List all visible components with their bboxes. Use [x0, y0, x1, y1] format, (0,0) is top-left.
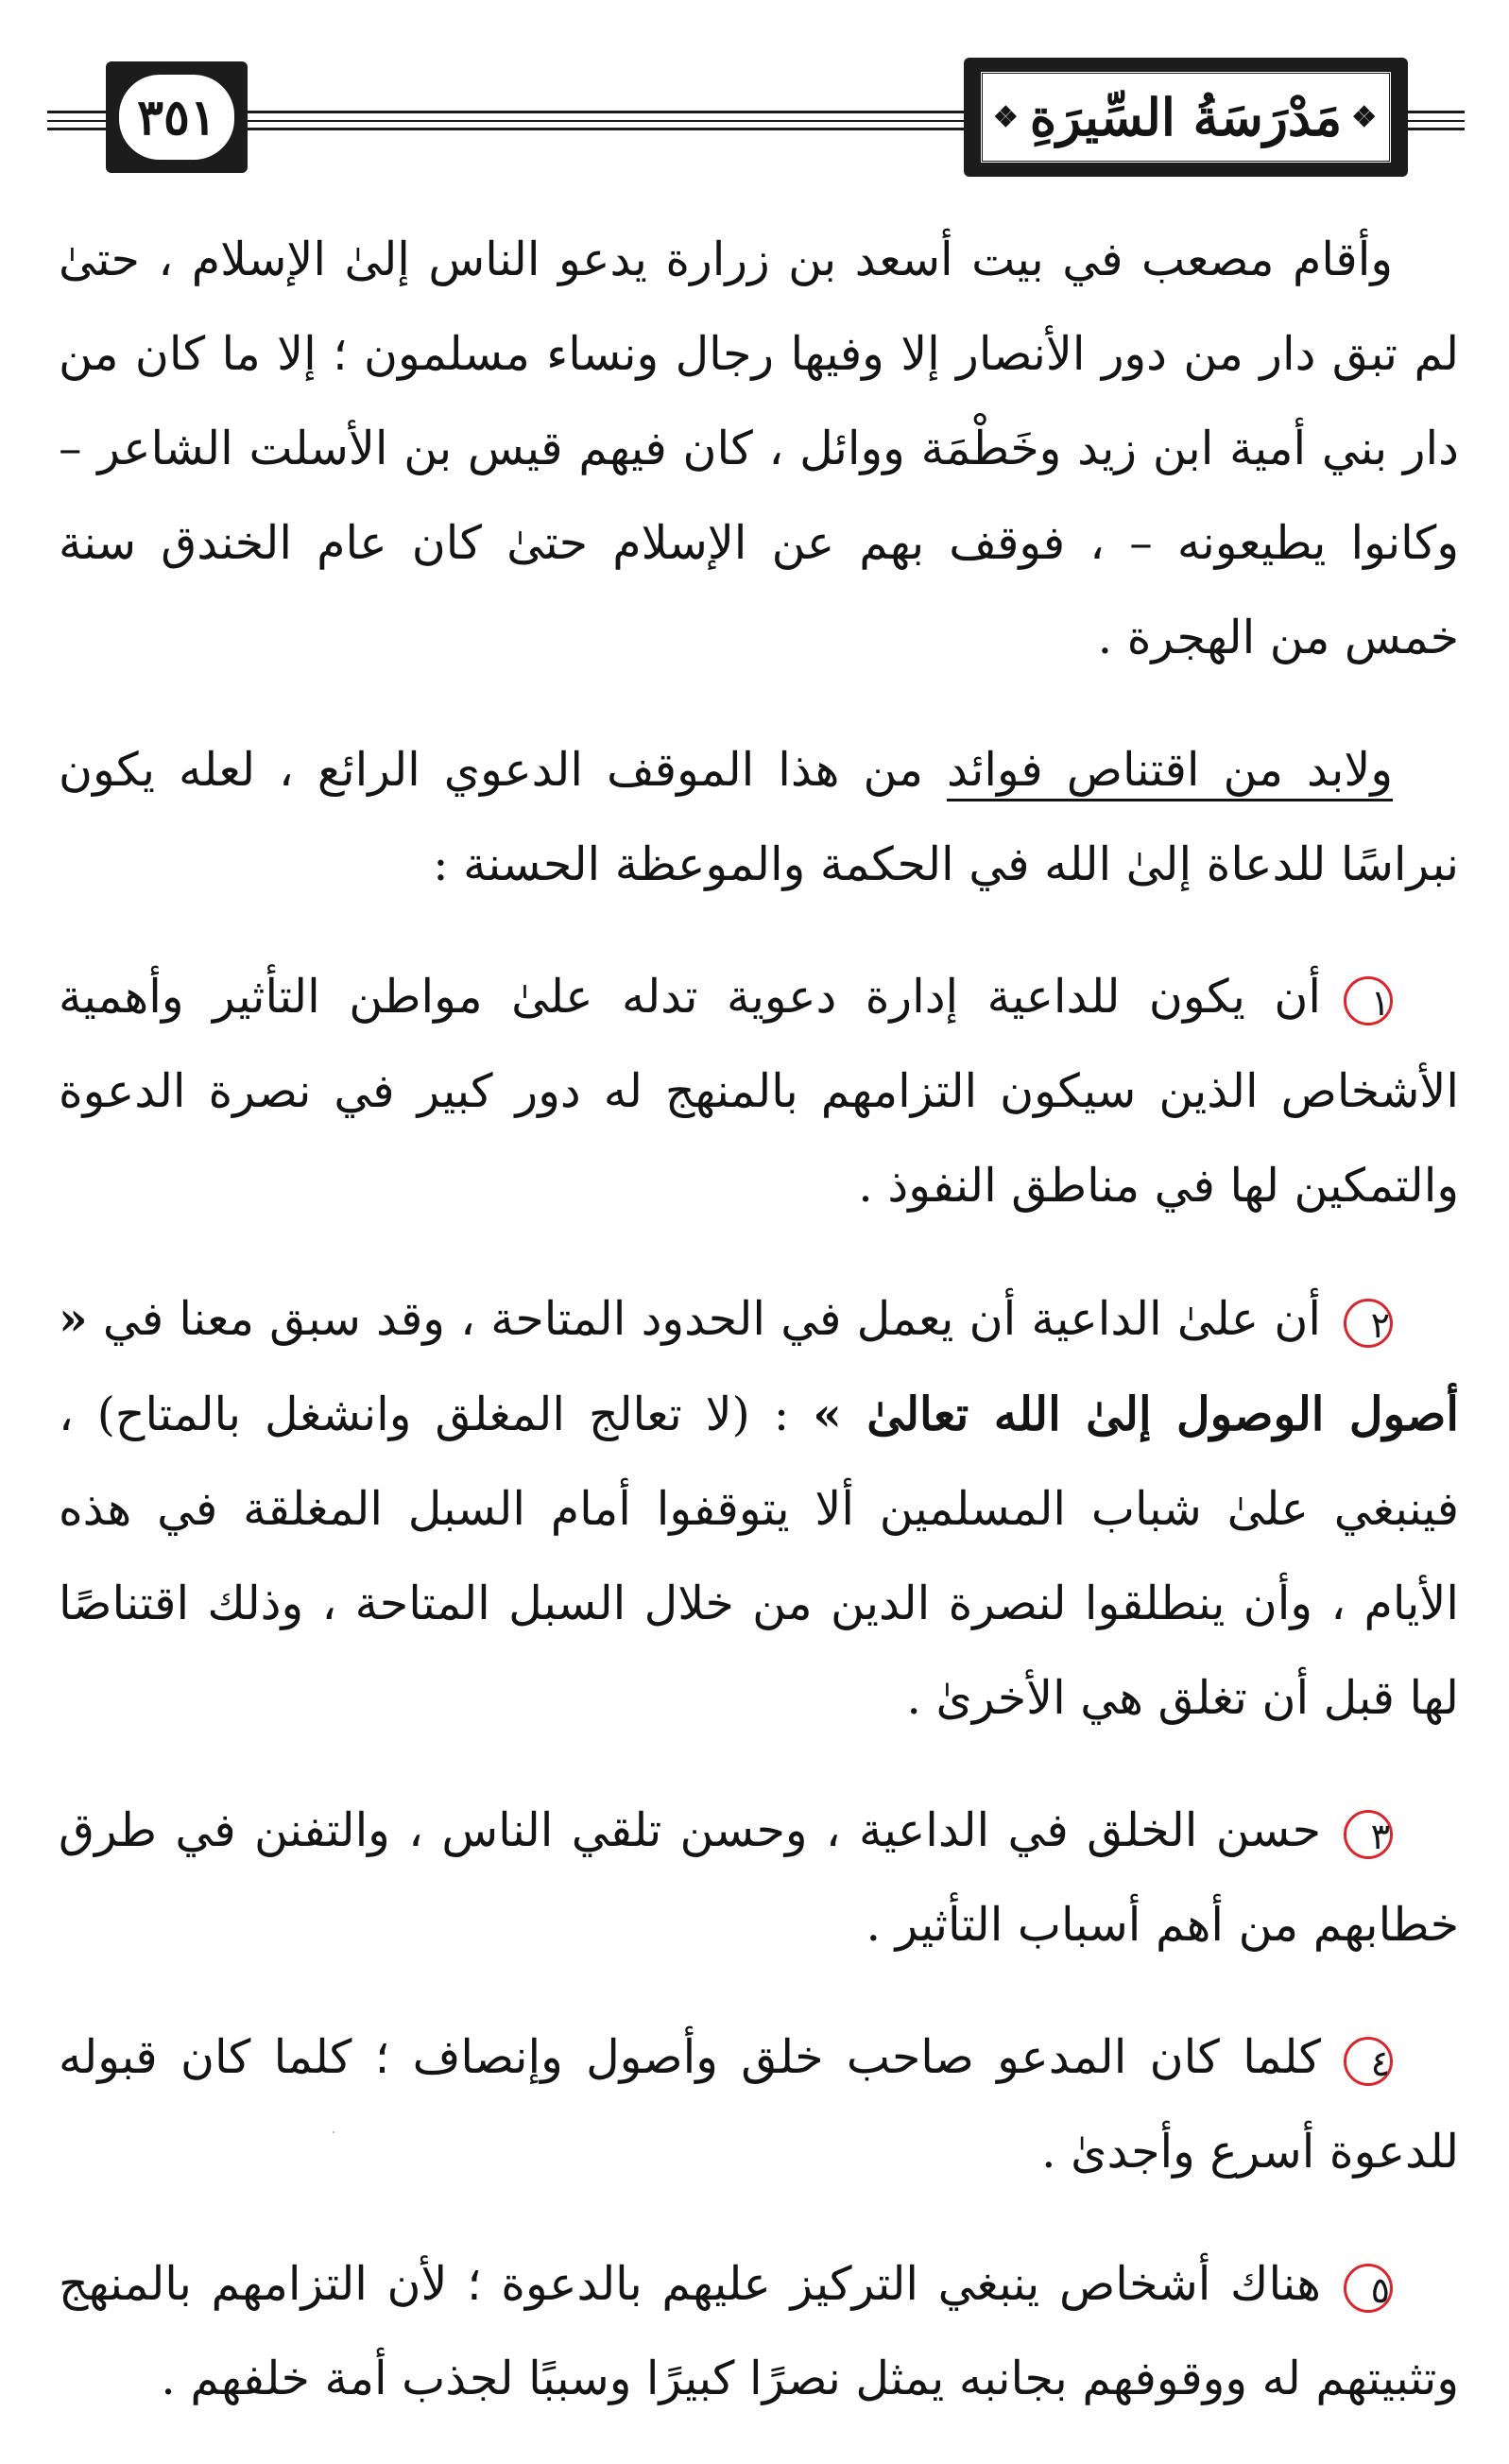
book-title-frame [964, 58, 1408, 177]
point-1 [59, 950, 1459, 1233]
point-text: أن علىٰ الداعية أن يعمل في الحدود المتاحة ، وقد سبق معنا في [87, 1292, 1321, 1346]
point-number-badge: ٤ [1344, 2037, 1393, 2086]
page-body [59, 213, 1459, 2426]
point-text: أن يكون للداعية إدارة دعوية تدله علىٰ مواطن التأثير وأهمية الأشخاص الذين سيكون التزامهم بالمنهج له دور كبير في نصرة الدعوة والتمكين لها في مناطق النفوذ . [59, 970, 1459, 1213]
point-text: كلما كان المدعو صاحب خلق وأصول وإنصاف ؛ كلما كان قبوله للدعوة أسرع وأجدىٰ . [59, 2030, 1459, 2179]
book-reference: « أصول الوصول إلىٰ الله تعالىٰ » [59, 1291, 1459, 1441]
point-4 [59, 2010, 1459, 2199]
point-text: حسن الخلق في الداعية ، وحسن تلقي الناس ، والتفنن في طرق خطابهم من أهم أسباب التأثير . [59, 1803, 1459, 1952]
point-number-badge: ١ [1344, 976, 1393, 1025]
point-text: هناك أشخاص ينبغي التركيز عليهم بالدعوة ؛ لأن التزامهم بالمنهج وتثبيتهم له ووقوفهم بجانبه يمثل نصرًا كبيرًا وسببًا لجذب أمة خلفهم . [59, 2257, 1459, 2405]
point-3 [59, 1783, 1459, 1973]
paragraph-2 [59, 723, 1459, 912]
point-number-badge: ٢ [1344, 1299, 1393, 1348]
point-2 [59, 1271, 1459, 1746]
paragraph-1: وأقام مصعب في بيت أسعد بن زرارة يدعو الناس إلىٰ الإسلام ، حتىٰ لم تبق دار من دور الأنصار إلا وفيها رجال ونساء مسلمون ؛ إلا ما كان من دار بني أمية ابن زيد وخَطْمَة ووائل ، كان فيهم قيس بن الأسلت الشاعر – وكانوا يطيعونه – ، فوقف بهم عن الإسلام حتىٰ كان عام الخندق سنة خمس من الهجرة . [59, 233, 1459, 664]
page-header [47, 52, 1465, 184]
point-number-badge: ٥ [1344, 2264, 1393, 2313]
point-5 [59, 2237, 1459, 2426]
page-number-frame [106, 61, 248, 173]
paragraph-2-text: من هذا الموقف الدعوي الرائع ، لعله يكون نبراسًا للدعاة إلىٰ الله في الحكمة والموعظة الحسنة : [59, 743, 1459, 891]
underlined-phrase: ولابد من اقتناص فوائد [947, 743, 1393, 797]
point-number-badge: ٣ [1344, 1810, 1393, 1859]
book-title-cartouche [980, 71, 1392, 164]
scan-speck [333, 2131, 334, 2133]
point-text-continued: : (لا تعالج المغلق وانشغل بالمتاح) ، فينبغي علىٰ شباب المسلمين ألا يتوقفوا أمام السبل المغلقة في هذه الأيام ، وأن ينطلقوا لنصرة الدين من خلال السبل المتاحة ، وذلك اقتناصًا لها قبل أن تغلق هي الأخرىٰ . [59, 1387, 1459, 1725]
ornament-icon: ❖ [1351, 100, 1380, 134]
ornament-icon: ❖ [992, 100, 1020, 134]
book-title: مَدْرَسَةُ السِّيرَةِ [1029, 87, 1343, 147]
page-number: ٣٥١ [116, 72, 237, 163]
